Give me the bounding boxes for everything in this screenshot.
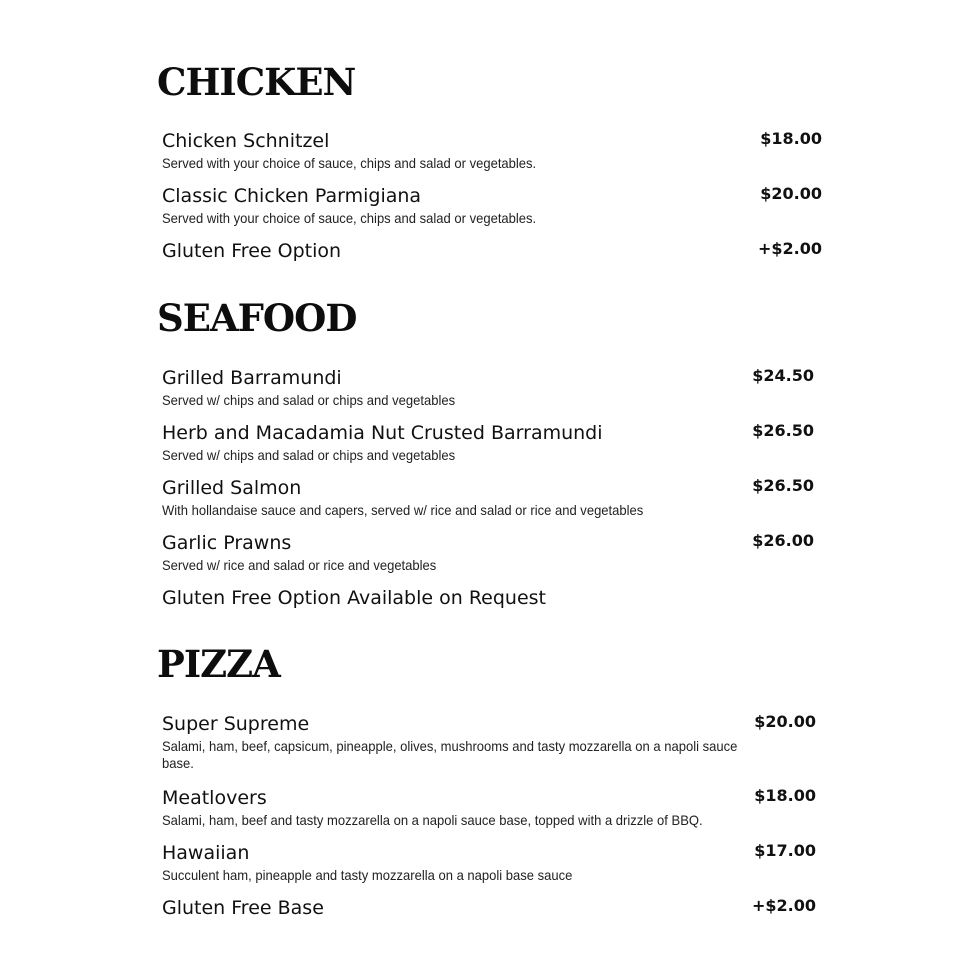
item-name: Gluten Free Option: [162, 240, 342, 262]
item-description: Salami, ham, beef, capsicum, pineapple, olives, mushrooms and tasty mozzarella on a napoli sauce base.: [162, 738, 738, 771]
item-price: $20.00: [754, 712, 816, 731]
item-name: Chicken Schnitzel: [162, 130, 330, 152]
item-description: Served w/ chips and salad or chips and vegetables: [162, 392, 456, 408]
section-title-chicken: CHICKEN: [157, 60, 356, 104]
item-name: Grilled Barramundi: [162, 367, 342, 389]
menu-item: [162, 239, 822, 263]
item-name: Classic Chicken Parmigiana: [162, 185, 422, 207]
menu-item: [162, 476, 814, 519]
item-name: Hawaiian: [162, 842, 250, 864]
item-price: $26.50: [752, 476, 814, 495]
item-price: $26.00: [752, 531, 814, 550]
item-name: Grilled Salmon: [162, 477, 302, 499]
menu-item: [162, 366, 814, 409]
menu-item: [162, 586, 814, 610]
item-price: $17.00: [754, 841, 816, 860]
item-name: Herb and Macadamia Nut Crusted Barramundi: [162, 422, 603, 444]
item-description: Served with your choice of sauce, chips and salad or vegetables.: [162, 210, 537, 226]
menu-item: [162, 786, 816, 829]
section-title-pizza: PIZZA: [157, 642, 280, 686]
menu-item: [162, 129, 822, 172]
menu-item: [162, 896, 816, 920]
item-price: +$2.00: [751, 896, 816, 915]
item-price: $24.50: [752, 366, 814, 385]
item-description: Salami, ham, beef and tasty mozzarella on a napoli sauce base, topped with a drizzle of BBQ.: [162, 812, 703, 828]
item-description: Served with your choice of sauce, chips and salad or vegetables.: [162, 155, 537, 171]
item-name: Meatlovers: [162, 787, 267, 809]
item-description: Succulent ham, pineapple and tasty mozzarella on a napoli base sauce: [162, 867, 573, 883]
item-price: $20.00: [760, 184, 822, 203]
menu-item: [162, 184, 822, 227]
item-name: Gluten Free Base: [162, 897, 324, 919]
menu-item: [162, 531, 814, 574]
item-name: Gluten Free Option Available on Request: [162, 587, 546, 609]
item-price: +$2.00: [757, 239, 822, 258]
item-name: Super Supreme: [162, 713, 310, 735]
menu-item: [162, 841, 816, 884]
item-price: $18.00: [760, 129, 822, 148]
item-description: Served w/ chips and salad or chips and vegetables: [162, 447, 456, 463]
item-price: $18.00: [754, 786, 816, 805]
item-name: Garlic Prawns: [162, 532, 292, 554]
menu-item: [162, 712, 816, 772]
item-price: $26.50: [752, 421, 814, 440]
item-description: With hollandaise sauce and capers, served w/ rice and salad or rice and vegetables: [162, 502, 644, 518]
section-title-seafood: SEAFOOD: [157, 296, 357, 340]
item-description: Served w/ rice and salad or rice and vegetables: [162, 557, 437, 573]
menu-item: [162, 421, 814, 464]
